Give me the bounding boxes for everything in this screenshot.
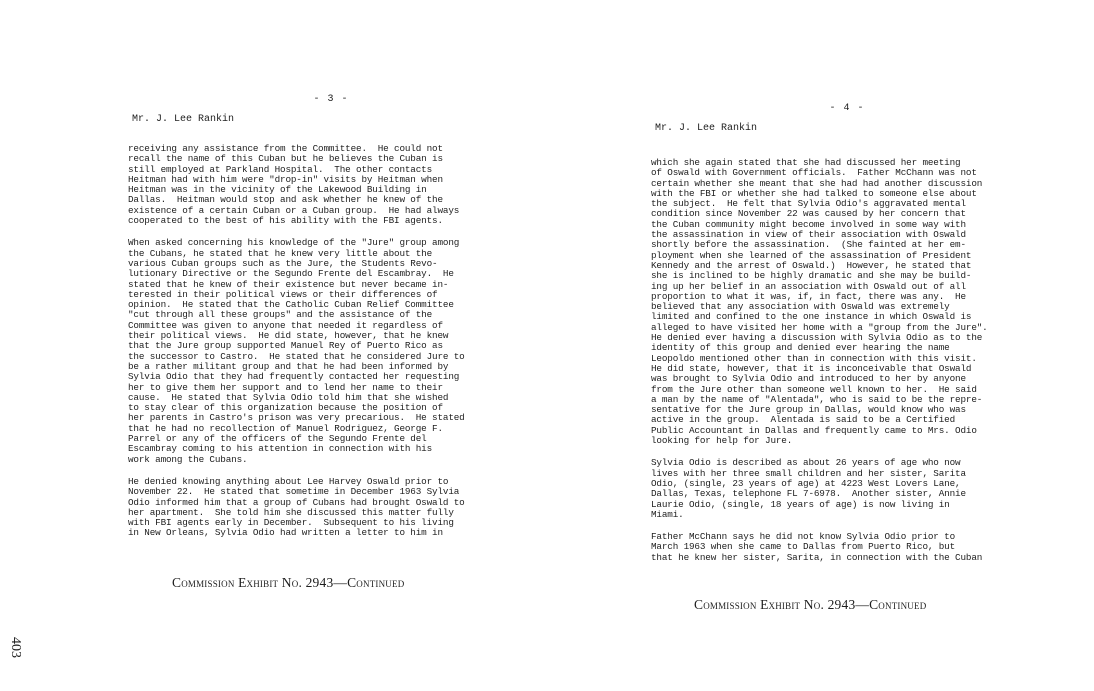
left-page (128, 94, 496, 539)
body-paragraph: He denied knowing anything about Lee Harvey Oswald prior to November 22. He stated that sometime in December 1963 Sylvia Odio informed him that a group of Cubans had brought Oswald to her apartment. She told him she discussed this matter fully with FBI agents early in December. Subsequent to his living in New Orleans, Sylvia Odio had written a letter to him in (128, 475, 465, 539)
right-page (651, 103, 1023, 563)
exhibit-caption: Commission Exhibit No. 2943—Continued (172, 575, 405, 590)
addressee: Mr. J. Lee Rankin (132, 114, 235, 125)
page-number: - 3 - (313, 94, 349, 105)
body-paragraph: When asked concerning his knowledge of the "Jure" group among the Cubans, he stated that he knew very little about the various Cuban groups such as the Jure, the Students Revo- lutionary Directive or the Segundo Frente del Escambray. He stated that he knew of their existence but never became in- terested in their political views or their differences of opinion. He stated that the Catholic Cuban Relief Committee "cut through all these groups" and the assistance of the Committee was given to anyone that needed it regardless of their political views. He did state, however, that he knew that the Jure group supported Manuel Rey of Puerto Rico as the successor to Castro. He stated that he considered Jure to be a rather militant group and that he had been informed by Sylvia Odio that they had frequently contacted her requesting her to give them her support and to lend her name to their cause. He stated that Sylvia Odio told him that she wished to stay clear of this organization because the position of her parents in Castro's prison was very precarious. He stated that he had no recollection of Manuel Rodriguez, George F. Parrel or any of the officers of the Segundo Frente del Escambray coming to his attention in connection with his work among the Cubans. (128, 237, 465, 465)
page-number: - 4 - (829, 103, 865, 114)
body-paragraph: Father McChann says he did not know Sylvia Odio prior to March 1963 when she came to Dallas from Puerto Rico, but that he knew her sister, Sarita, in connection with the Cuban (651, 531, 983, 563)
body-paragraph: receiving any assistance from the Committee. He could not recall the name of this Cuban but he believes the Cuban is still employed at Parkland Hospital. The other contacts Heitman had with him were "drop-in" visits by Heitman when Heitman was in the vicinity of the Lakewood Building in Dallas. Heitman would stop and ask whether he knew of the existence of a certain Cuban or a Cuban group. He had always cooperated to the best of his ability with the FBI agents. (128, 143, 460, 227)
body-paragraph: which she again stated that she had discussed her meeting of Oswald with Government officials. Father McChann was not certain whether she meant that she had had another discussion with the FBI or whether she had talked to someone else about the subject. He felt that Sylvia Odio's aggravated mental condition since November 22 was caused by her concern that the Cuban community might become involved in some way with the assassination in view of their association with Oswald shortly before the assassination. (She fainted at her em- ployment when she learned of the assassination of President Kennedy and the arrest of Oswald.) However, he stated that she is inclined to be highly dramatic and she may be build- ing up her belief in an association with Oswald out of all proportion to what it was, if, in fact, there was any. He believed that any association with Oswald was extremely limited and confined to the one instance in which Oswald is alleged to have visited her home with a "group from the Jure". He denied ever having a discussion with Sylvia Odio as to the identity of this group and denied ever hearing the name Leopoldo mentioned other than in connection with this visit. He did state, however, that it is inconceivable that Oswald was brought to Sylvia Odio and introduced to her by anyone from the Jure other than someone well known to her. He said a man by the name of "Alentada", who is said to be the repre- sentative for the Jure group in Dallas, would know who was active in the group. Alentada is said to be a Certified Public Accountant in Dallas and frequently came to Mrs. Odio looking for help for Jure. (651, 157, 988, 447)
body-paragraph: Sylvia Odio is described as about 26 years of age who now lives with her three small children and her sister, Sarita Odio, (single, 23 years of age) at 4223 West Lovers Lane, Dallas, Texas, telephone FL 7-6978. Another sister, Annie Laurie Odio, (single, 18 years of age) is now living in Miami. (651, 457, 966, 520)
exhibit-caption: Commission Exhibit No. 2943—Continued (694, 597, 927, 612)
volume-page-number: 403 (8, 637, 23, 658)
addressee: Mr. J. Lee Rankin (655, 123, 758, 134)
